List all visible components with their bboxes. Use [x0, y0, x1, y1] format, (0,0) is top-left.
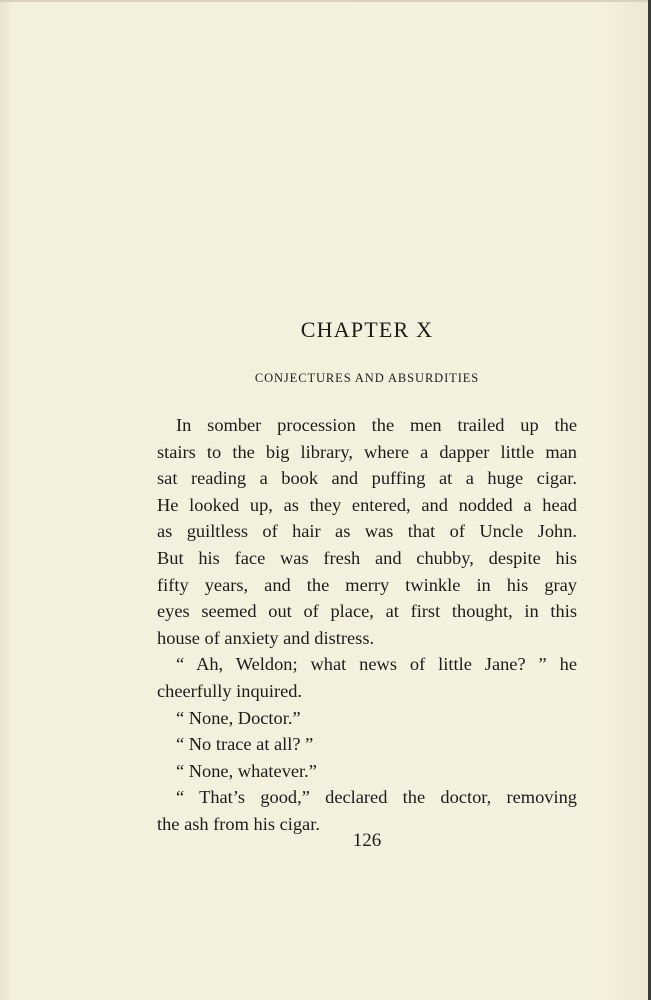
text-line: “ None, whatever.” — [176, 760, 317, 781]
page-number: 126 — [352, 830, 382, 851]
chapter-subtitle: CONJECTURES AND ABSURDITIES — [254, 371, 480, 385]
text-line: as guiltless of hair as was that of Uncle John. — [157, 521, 577, 542]
text-line: “ No trace at all? ” — [176, 734, 314, 755]
paragraph — [157, 731, 577, 758]
chapter-title: CHAPTER X — [300, 317, 434, 342]
text-line: “ None, Doctor.” — [176, 707, 301, 728]
paragraph — [157, 651, 577, 704]
text-line: cheerfully inquired. — [157, 680, 303, 701]
text-line: In somber procession the men trailed up the — [176, 415, 577, 435]
text-line: eyes seemed out of place, at first thought, in this — [157, 601, 577, 622]
body-text — [157, 412, 577, 838]
paragraph — [157, 705, 577, 732]
text-line: “ That’s good,” declared the doctor, removing — [176, 787, 577, 808]
text-line: “ Ah, Weldon; what news of little Jane? ” he — [176, 654, 577, 675]
text-line: the ash from his cigar. — [157, 813, 320, 834]
paragraph — [157, 412, 577, 651]
paragraph — [157, 758, 577, 785]
text-line: But his face was fresh and chubby, despite his — [157, 547, 577, 568]
text-line: sat reading a book and puffing at a huge cigar. — [157, 468, 577, 489]
text-line: He looked up, as they entered, and nodded a head — [157, 494, 577, 515]
text-line: house of anxiety and distress. — [157, 627, 375, 648]
text-line: fifty years, and the merry twinkle in his gray — [157, 574, 577, 595]
page-top-edge — [0, 0, 651, 2]
text-line: stairs to the big library, where a dapper little man — [157, 441, 577, 462]
